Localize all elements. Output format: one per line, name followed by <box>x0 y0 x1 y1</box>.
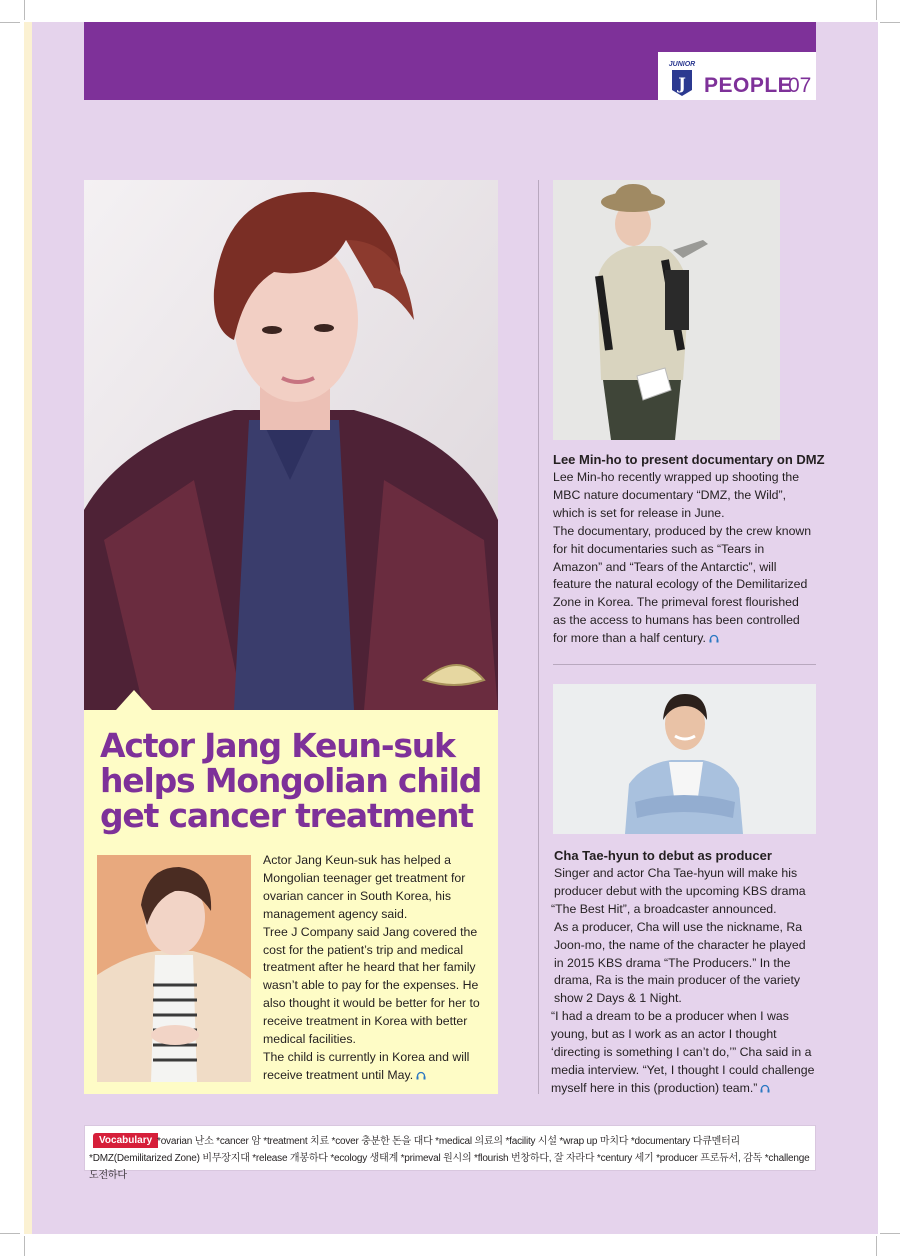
column-divider <box>538 180 539 1094</box>
main-portrait-photo <box>84 180 498 710</box>
headphones-icon[interactable] <box>709 634 719 643</box>
main-story-inset-photo <box>97 855 251 1082</box>
svg-text:JUNIOR: JUNIOR <box>668 61 696 68</box>
page-number: 07 <box>788 74 812 97</box>
crop-mark <box>0 22 20 23</box>
main-story-headline: Actor Jang Keun-suk helps Mongolian child get cancer treatment <box>100 726 482 835</box>
vocabulary-text: *ovarian 난소 *cancer 암 *treatment 치료 *cover 충분한 돈을 대다 *medical 의료의 *facility 시설 *wrap up 마치다 *documentary 다큐멘터리 *DMZ(Demilitarized Zone) 비무장지대 *release 개봉하다 *ecology 생태계 *primeval 원시의 *flourish 번창하다, 잘 자라다 *century 세기 *producer 프로듀서, 감독 *challenge 도전하다 <box>89 1136 810 1181</box>
story-1-photo <box>553 180 780 440</box>
crop-mark <box>0 1233 20 1234</box>
story-2-paragraph: “The Best Hit”, a broadcaster announced. <box>551 901 777 916</box>
story-1-body <box>553 469 815 648</box>
story-2-body <box>551 865 817 1098</box>
crop-mark <box>24 0 25 20</box>
story-2-paragraph: Singer and actor Cha Tae-hyun will make his producer debut with the upcoming KBS drama <box>554 866 806 898</box>
crop-mark <box>876 1236 877 1256</box>
crop-mark <box>880 22 900 23</box>
crop-mark <box>24 1236 25 1256</box>
main-story-body <box>263 852 491 1085</box>
headphones-icon[interactable] <box>760 1084 770 1093</box>
main-story-paragraph: Tree J Company said Jang covered the cost for the patient’s trip and medical treatment after he heard that her family wasn’t able to pay for the expenses. He also thought it would be better for her to receive treatment in Korea with better medical facilities. <box>263 924 480 1047</box>
story-divider <box>553 664 816 665</box>
page-binding-edge <box>24 22 32 1234</box>
story-2-photo <box>553 684 816 834</box>
vocabulary-box <box>84 1125 816 1181</box>
section-tab <box>658 52 816 100</box>
main-story-notch <box>116 690 152 710</box>
story-1-headline: Lee Min-ho to present documentary on DMZ <box>553 452 825 467</box>
story-1-paragraph: Lee Min-ho recently wrapped up shooting the MBC nature documentary “DMZ, the Wild”, which is set for release in June. <box>553 470 800 520</box>
junior-j-logo <box>668 58 696 98</box>
main-story-paragraph: Actor Jang Keun-suk has helped a Mongolian teenager get treatment for ovarian cancer in South Korea, his management agency said. <box>263 853 466 921</box>
main-story-paragraph: The child is currently in Korea and will receive treatment until May. <box>263 1049 470 1082</box>
story-2-paragraph: “I had a dream to be a producer when I was young, but as I work as an actor I thought ‘directing is something I can’t do,’” Cha said in a media interview. “Yet, I thought I could challenge myself here in this (production) team.” <box>551 1009 815 1095</box>
crop-mark <box>876 0 877 20</box>
svg-text:J: J <box>678 74 686 93</box>
story-1-paragraph: The documentary, produced by the crew known for hit documentaries such as “Tears in Amazon” and “Tears of the Antarctic”, will feature the natural ecology of the Demilitarized Zone in Korea. The primeval forest flourished as the access to humans has been controlled for more than a half century. <box>553 523 812 646</box>
headphones-icon[interactable] <box>416 1071 426 1080</box>
story-2-headline: Cha Tae-hyun to debut as producer <box>554 848 772 863</box>
vocabulary-label: Vocabulary <box>93 1133 158 1148</box>
section-title: PEOPLE <box>704 74 793 97</box>
story-2-paragraph: As a producer, Cha will use the nickname, Ra Joon-mo, the name of the character he played in 2015 KBS drama “The Producers.” In the drama, Ra is the main producer of the variety show 2 Days & 1 Night. <box>554 919 806 1006</box>
crop-mark <box>880 1233 900 1234</box>
